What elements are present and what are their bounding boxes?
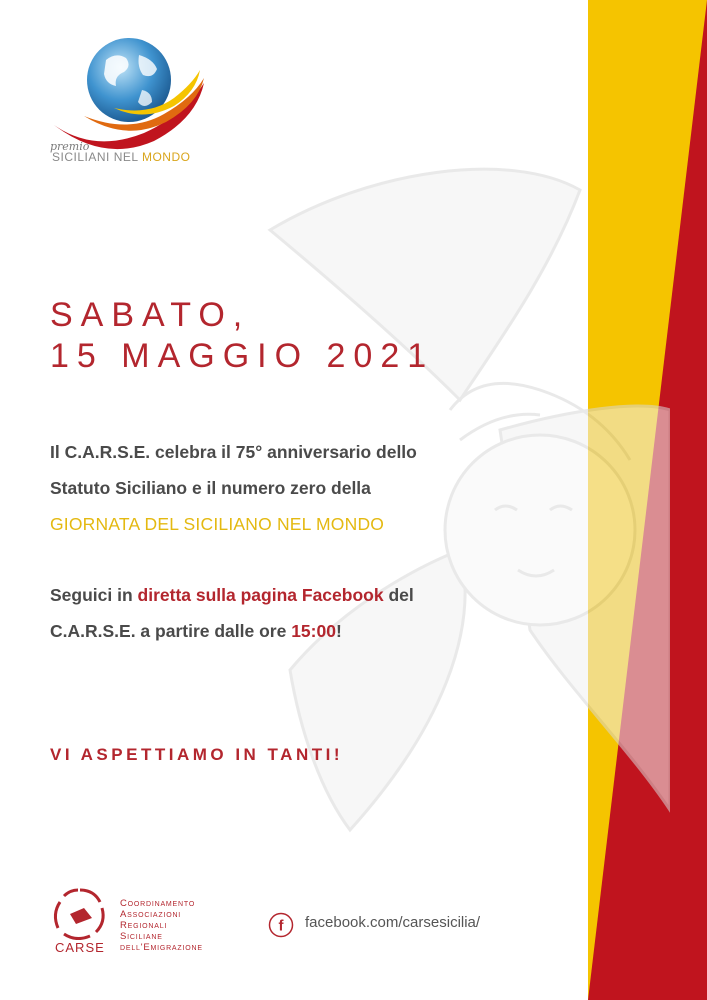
date-line-2: 15 MAGGIO 2021 [50, 337, 435, 375]
follow-line-2 [50, 613, 520, 649]
carse-line-2: Associazioni [120, 909, 182, 920]
carse-full-name [120, 898, 203, 953]
intro-highlight: GIORNATA DEL SICILIANO NEL MONDO [50, 514, 385, 534]
intro-paragraph [50, 434, 520, 542]
follow-line-1 [50, 577, 520, 613]
facebook-icon[interactable] [268, 912, 294, 938]
event-date [50, 295, 434, 377]
carse-logo-icon [50, 884, 110, 940]
follow-time: 15:00 [291, 621, 336, 641]
intro-line-1: Il C.A.R.S.E. celebra il 75° anniversario dello [50, 442, 417, 462]
follow-part-2: del [383, 585, 414, 605]
logo-mondo: MONDO [141, 150, 191, 164]
date-line-1: SABATO, [50, 296, 251, 334]
follow-part-3: C.A.R.S.E. a partire dalle ore [50, 621, 292, 641]
logo-siciliani: SICILIANI [52, 150, 110, 164]
logo-premio-text: premio [50, 140, 90, 153]
tagline: VI ASPETTIAMO IN TANTI! [50, 745, 343, 764]
follow-highlight-1: diretta sulla pagina Facebook [137, 585, 384, 605]
follow-paragraph [50, 577, 520, 649]
carse-line-4: Siciliane [120, 931, 163, 942]
intro-line-2: Statuto Siciliano e il numero zero della [50, 478, 371, 498]
follow-part-4: ! [335, 621, 342, 641]
follow-part-1: Seguici in [50, 585, 138, 605]
carse-label: CARSE [55, 940, 105, 955]
svg-text:f: f [278, 917, 284, 935]
carse-line-1: Coordinamento [120, 898, 196, 909]
carse-line-3: Regionali [120, 920, 168, 931]
facebook-link[interactable]: facebook.com/carsesicilia/ [305, 914, 481, 931]
carse-line-5: dell'Emigrazione [120, 942, 203, 953]
logo-nel: NEL [113, 150, 139, 164]
logo-title [52, 150, 190, 164]
